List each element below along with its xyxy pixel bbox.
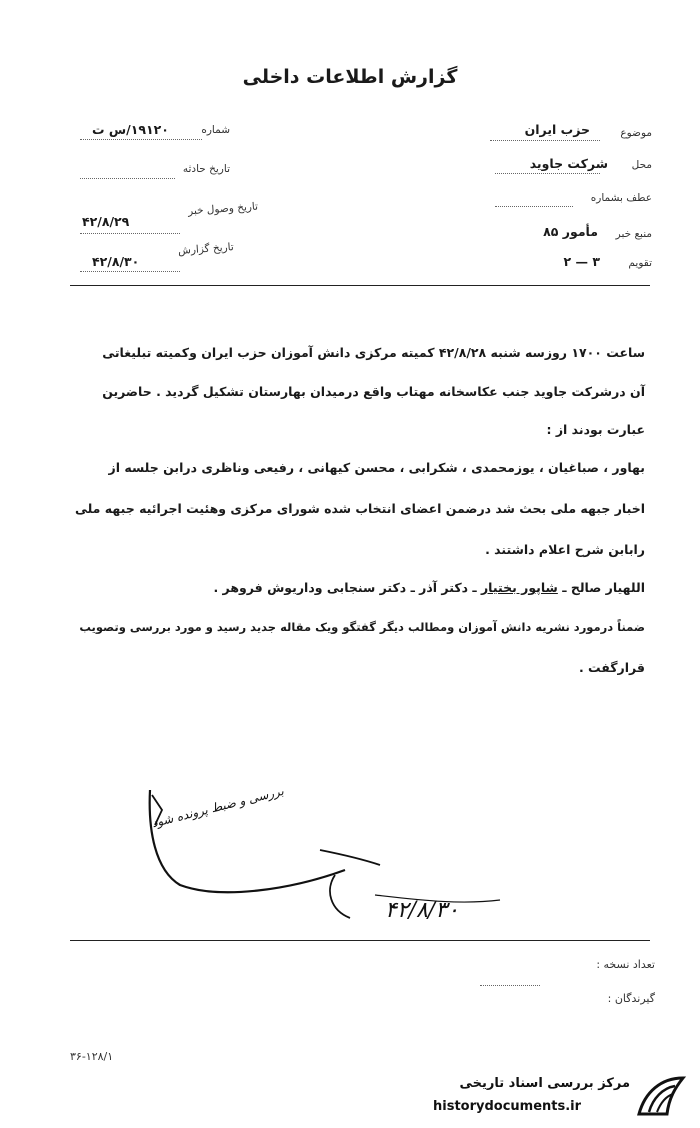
receipt-date-dotted-line xyxy=(80,232,180,234)
closing-line-1: ضمناً درمورد نشریه دانش آموزان ومطالب دیگر گفتگو ویک مقاله جدید رسید و مورد بررسی وتصویب xyxy=(79,620,645,634)
report-date-dotted-line xyxy=(80,270,180,272)
names-post: ـ دکتر آذر ـ دکتر سنجابی وداریوش فروهر . xyxy=(213,580,481,595)
document-title: گزارش اطلاعات داخلی xyxy=(242,66,458,88)
copies-label: تعداد نسخه : xyxy=(596,958,655,971)
location-dotted-line xyxy=(495,172,600,174)
handwritten-note: بررسی و ضبط پرونده شود xyxy=(150,783,286,831)
archive-logo-icon xyxy=(635,1074,687,1120)
handwritten-date: ۴۲/۸/۳۰ xyxy=(385,898,459,923)
receipt-date-value: ۴۲/۸/۲۹ xyxy=(82,214,130,229)
reference-dotted-line xyxy=(495,205,573,207)
document-code: ۳۶-۱۲۸/۱ xyxy=(70,1050,114,1063)
body-line-4: بهاور ، صباغیان ، یوزمحمدی ، شکرابی ، محسن کیهانی ، رفیعی وناظری درابن جلسه از xyxy=(108,460,645,475)
number-dotted-line xyxy=(80,138,202,140)
report-date-label: تاریخ گزارش xyxy=(177,241,235,257)
location-label: محل xyxy=(631,159,652,171)
names-line xyxy=(213,580,645,595)
recipients-label: گیرندگان : xyxy=(607,992,655,1005)
header-divider xyxy=(70,285,650,286)
closing-line-2: قرارگفت . xyxy=(578,660,645,675)
subject-label: موضوع xyxy=(620,127,652,139)
body-line-6: رابابن شرح اعلام داشتند . xyxy=(485,542,645,557)
body-line-5: اخبار جبهه ملی بحث شد درضمن اعضای انتخاب شده شورای مرکزی وهئیت اجرائیه جبهه ملی xyxy=(74,501,645,516)
subject-dotted-line xyxy=(490,139,600,141)
incident-date-label: تاریخ حادثه xyxy=(182,163,230,175)
subject-value: حزب ایران xyxy=(524,122,590,137)
incident-date-dotted-line xyxy=(80,177,175,179)
handwritten-signature xyxy=(130,770,550,940)
rating-value: ۳ — ۲ xyxy=(563,254,600,269)
number-label: شماره xyxy=(201,124,230,136)
rating-label: تقویم xyxy=(628,257,652,269)
archive-website: historydocuments.ir xyxy=(433,1099,582,1114)
reference-label: عطف بشماره xyxy=(590,192,652,204)
copies-dotted-line xyxy=(480,984,540,986)
body-line-3: عبارت بودند از : xyxy=(546,422,645,437)
footer-divider xyxy=(70,940,650,941)
names-underlined: شاپور بختیار xyxy=(480,580,558,595)
source-value: مأمور ۸۵ xyxy=(543,224,598,239)
number-value: ۱۹۱۲۰/س ت xyxy=(92,122,169,137)
body-line-2: آن درشرکت جاوید جنب عکاسخانه مهتاب واقع درمیدان بهارستان تشکیل گردید . حاضرین xyxy=(102,384,645,399)
body-line-1: ساعت ۱۷۰۰ روزسه شنبه ۴۲/۸/۲۸ کمیته مرکزی دانش آموزان حزب ایران وکمیته تبلیغاتی xyxy=(102,345,645,360)
receipt-date-label: تاریخ وصول خبر xyxy=(187,200,259,218)
location-value: شرکت جاوید xyxy=(529,156,608,171)
report-date-value: ۴۲/۸/۳۰ xyxy=(92,254,140,269)
names-pre: اللهیار صالح ـ xyxy=(557,580,645,595)
archive-org-name: مرکز بررسی اسناد تاریخی xyxy=(459,1076,630,1091)
source-label: منبع خبر xyxy=(615,228,652,240)
